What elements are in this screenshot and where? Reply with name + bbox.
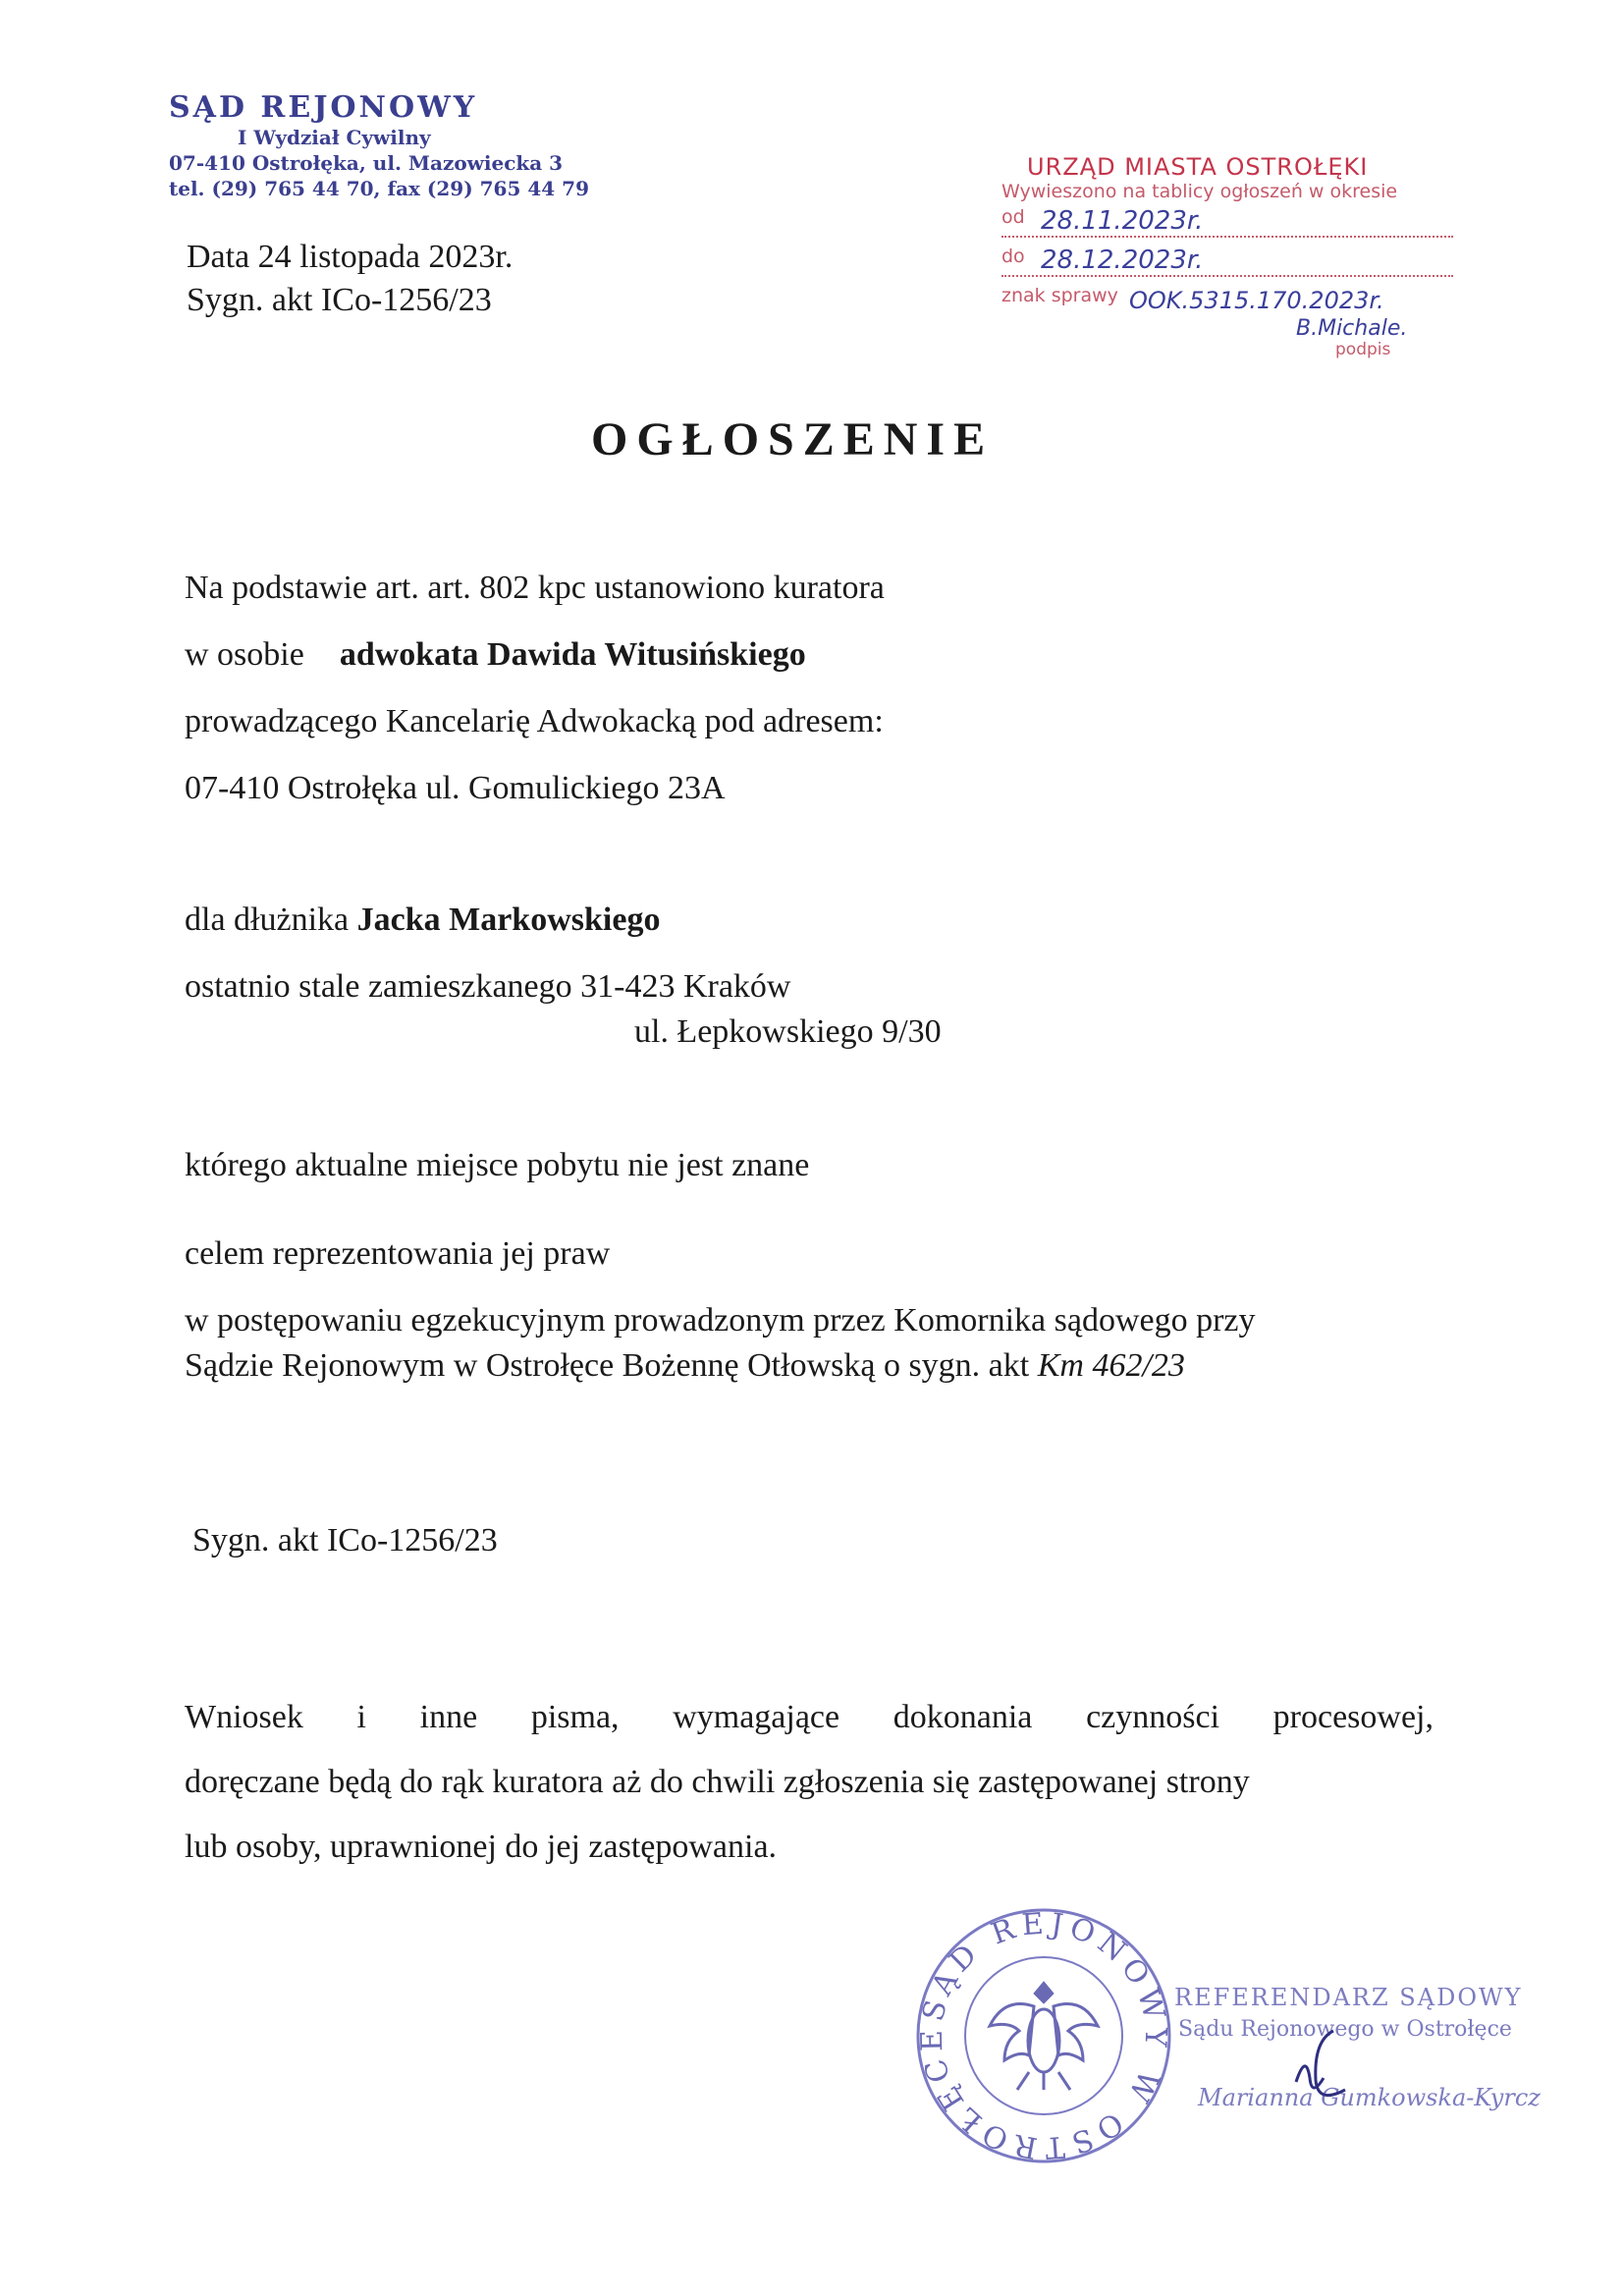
body-p5-line1: w postępowaniu egzekucyjnym prowadzonym przez Komornika sądowego przy [185, 1302, 1256, 1339]
stamp-to-row [1001, 246, 1453, 277]
stamp-title: URZĄD MIASTA OSTROŁĘKI [1027, 153, 1369, 181]
body-p1-line2-prefix: w osobie [185, 636, 304, 673]
case-reference-repeat: Sygn. akt ICo-1256/23 [192, 1522, 498, 1558]
stamp-from-label: od [1001, 206, 1025, 228]
referendary-court: Sądu Rejonowego w Ostrołęce [1178, 2017, 1512, 2042]
court-address: 07-410 Ostrołęka, ul. Mazowiecka 3 [169, 151, 564, 175]
city-hall-posting-stamp: URZĄD MIASTA OSTROŁĘKI Wywieszono na tablicy ogłoszeń w okresie od 28.11.2023r. do 28.12.2023r. znak sprawy OOK.5315.170.2023r. B.Michale. podpis [1001, 153, 1453, 314]
body-p2-line3: ul. Łepkowskiego 9/30 [634, 1013, 942, 1050]
p6-word: czynności [1086, 1699, 1220, 1735]
stamp-to-value: 28.12.2023r. [1041, 246, 1204, 275]
stamp-case-value: OOK.5315.170.2023r. [1129, 287, 1384, 314]
p6-word: Wniosek [185, 1699, 303, 1735]
eagle-icon [990, 1982, 1098, 2090]
enforcement-case-ref: Km 462/23 [1037, 1347, 1185, 1384]
body-p6-line2: doręczane będą do rąk kuratora aż do chwili zgłoszenia się zastępowanej strony [185, 1764, 1250, 1800]
body-p1-line1: Na podstawie art. art. 802 kpc ustanowiono kuratora [185, 570, 885, 606]
document-date: Data 24 listopada 2023r. [187, 239, 514, 275]
body-p4: celem reprezentowania jej praw [185, 1235, 611, 1272]
body-p6-line3: lub osoby, uprawnionej do jej zastępowania. [185, 1829, 778, 1865]
court-header-stamp [169, 90, 589, 201]
p6-word: i [356, 1699, 366, 1735]
debtor-name: Jacka Markowskiego [356, 902, 661, 938]
stamp-subtitle: Wywieszono na tablicy ogłoszeń w okresie [1001, 181, 1398, 202]
body-p2-line1 [185, 902, 660, 939]
body-p6-line1 [185, 1699, 1434, 1736]
stamp-from-row [1001, 206, 1453, 238]
stamp-case-label: znak sprawy [1001, 285, 1118, 306]
court-round-seal [911, 1903, 1176, 2168]
p6-word: inne [419, 1699, 478, 1735]
body-p1-line4: 07-410 Ostrołęka ul. Gomulickiego 23A [185, 770, 726, 806]
p6-word: procesowej, [1272, 1699, 1434, 1735]
body-p1-line2 [185, 636, 806, 674]
body-p2-prefix: dla dłużnika [185, 902, 350, 938]
stamp-to-label: do [1001, 246, 1025, 267]
stamp-from-value: 28.11.2023r. [1041, 206, 1204, 236]
referendary-name: Marianna Gumkowska-Kyrcz [1198, 2084, 1541, 2111]
p6-word: pisma, [530, 1699, 620, 1735]
body-p5-line2 [185, 1347, 1185, 1385]
body-p5-line2-text: Sądzie Rejonowym w Ostrołęce Bożennę Otłowską o sygn. akt [185, 1347, 1030, 1384]
document-title: OGŁOSZENIE [591, 413, 995, 465]
referendary-signature [1288, 2023, 1367, 2111]
court-phone: tel. (29) 765 44 70, fax (29) 765 44 79 [169, 177, 589, 200]
seal-ring-text: SĄD REJONOWY W OSTROŁĘCE [914, 1906, 1173, 2165]
body-p3: którego aktualne miejsce pobytu nie jest znane [185, 1147, 810, 1183]
stamp-signature-label: podpis [1335, 340, 1391, 359]
court-division: I Wydział Cywilny [238, 126, 431, 149]
seal-graphic [911, 1903, 1176, 2168]
referendary-title: REFERENDARZ SĄDOWY [1174, 1984, 1523, 2011]
curator-name: adwokata Dawida Witusińskiego [339, 636, 806, 673]
case-reference: Sygn. akt ICo-1256/23 [187, 282, 492, 318]
body-p2-line2: ostatnio stale zamieszkanego 31-423 Kraków [185, 968, 791, 1005]
body-p1-line3: prowadzącego Kancelarię Adwokacką pod adresem: [185, 703, 884, 739]
p6-word: dokonania [893, 1699, 1033, 1735]
stamp-case-row [1001, 285, 1453, 314]
p6-word: wymagające [673, 1699, 840, 1735]
court-name: SĄD REJONOWY [169, 90, 478, 125]
